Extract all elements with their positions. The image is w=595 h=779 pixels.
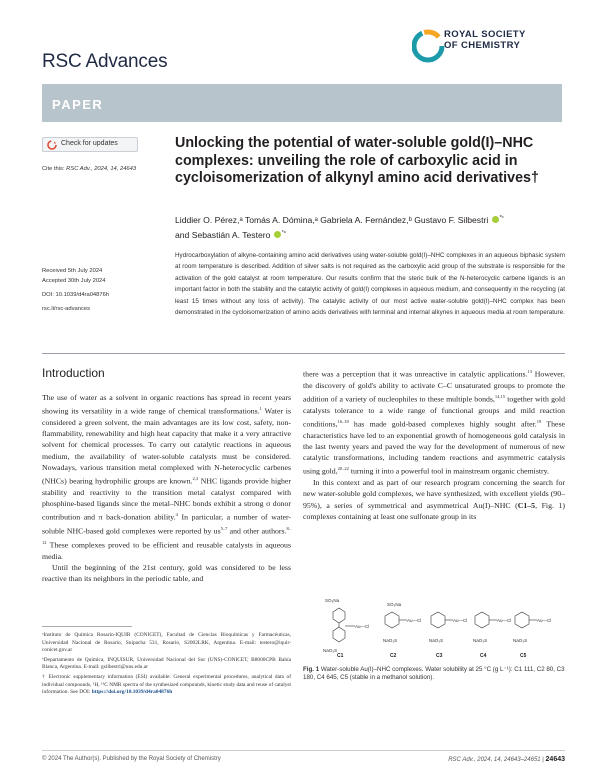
structure-label-c5: C5	[520, 653, 527, 658]
abstract: Hydrocarboxylation of alkyne-containing amino acid derivatives using water-soluble gold(I)–NHC complexes in an aqueous biphasic system at room temperature is described. Addition of silver salts is not required as the carboxylic acid group of the substrate is responsible for the activation of the gold catalyst at room temperature. Our results confirm that the steric bulk of the N-heterocyclic carbene ligands is an important factor in both the stability and the catalytic activity of gold(I) complexes in aqueous medium, and consequently in the recycling (at least 15 times without any loss of activity). The catalytic activity of our most active water-soluble gold(I)–NHC complex has been demonstrated in the cycloisomerization of amino acids derivatives with terminal and internal alkynes in aqueous media at room temperature.	[175, 252, 565, 317]
footer-citation: RSC Adv., 2024, 14, 24643–24651 | 24643	[448, 756, 565, 763]
doi[interactable]: DOI: 10.1039/d4ra04876h	[42, 292, 110, 298]
structure-label-c3: C3	[436, 653, 443, 658]
publisher-name: ROYAL SOCIETY OF CHEMISTRY	[444, 29, 526, 51]
structure-substituent: SO₃Na	[325, 598, 340, 603]
paragraph: The use of water as a solvent in organic reactions has spread in recent years showing its versatility in a wide range of chemical transformations.$^1$ Water is considered a green solvent, the main advantages are its low cost, safety, non-flammability, renewability and high heat capacity that make it a very attractive solvent for chemical processes. To carry out catalytic reactions in aqueous medium, the availability of water-soluble catalysts must be considered. Nowadays, various transition metal complexed with N-heterocyclic carbenes (NHCs) bearing hydrophilic groups are known.$^{2,3}$ NHC ligands provide higher stability and reactivity to the transition metal catalyst compared with phosphine-based ligands since the metal–NHC bonds exhibit a strong σ donor contribution and π back-donation ability.$^4$ In particular, a number of water-soluble NHC-based gold complexes were reported by $us^{5-7}$ and other authors.$^{8-12}$ These complexes proved to be efficient and reusable catalysts in aqueous media.	[42, 393, 291, 561]
footnote-divider	[42, 626, 132, 627]
page-number: 24643	[545, 756, 565, 763]
copyright: © 2024 The Author(s). Published by the Royal Society of Chemistry	[42, 756, 221, 762]
structure-substituent: NaO₃S	[473, 638, 488, 643]
refresh-icon	[47, 140, 57, 150]
structure-substituent: Au—Cl	[355, 624, 370, 629]
structure-substituent: SO₃Na	[387, 602, 402, 607]
orcid-icon[interactable]	[274, 231, 281, 238]
structure-substituent: Au—Cl	[497, 618, 512, 623]
right-column-body	[303, 366, 565, 522]
figure-1-structures	[303, 594, 565, 658]
journal-title: RSC Advances	[42, 51, 168, 72]
article-type-banner	[42, 84, 562, 122]
esi-note: † Electronic supplementary information (ESI) available: General experimental procedures, analytical data of individual compounds, ¹H, ¹³C NMR spectra of the synthesized compounds, kinetic study data and reuse of catalyst information. See DOI: https://doi.org/10.1039/d4ra04876h	[42, 673, 291, 696]
affiliation-b: ᵇDepartamento de Química, INQUISUR, Universidad Nacional del Sur (UNS)-CONICET, B8000CPB Bahía Blanca, Argentina. E-mail: gsilbestri@uns.edu.ar	[42, 656, 291, 671]
figure-caption: Fig. 1 Water-soluble Au(I)–NHC complexes. Water solubility at 25 °C (g L⁻¹): C1 111, C2 80, C3 180, C4 645, C5 (stable in a methanol solution).	[303, 666, 565, 682]
article-title: Unlocking the potential of water-soluble gold(I)–NHC complexes: unveiling the role of carboxylic acid in cycloisomerization of alkynyl amino acid derivatives†	[175, 135, 539, 186]
structure-label-c1: C1	[337, 653, 344, 658]
structure-substituent: NaO₃S	[323, 648, 338, 653]
structure-substituent: NaO₃S	[429, 638, 444, 643]
structure-label-c4: C4	[480, 653, 487, 658]
check-for-updates-button[interactable]	[42, 137, 138, 152]
accepted-date: Accepted 30th July 2024	[42, 278, 106, 284]
structure-substituent: NaO₃S	[513, 638, 528, 643]
citation: Cite this: RSC Adv., 2024, 14, 24643	[42, 166, 137, 172]
structure-substituent: Au—Cl	[453, 618, 468, 623]
left-column-body	[42, 392, 291, 584]
paragraph: there was a perception that it was unreactive in catalytic applications.$^{13}$ However, the discovery of gold's ability to activate C–C unsaturated groups to promote the addition of a variety of nucleophiles to these multiple bonds,$^{14,15}$ together with gold catalysts tolerance to a wide range of functional groups and mild reaction conditions,$^{16-18}$ has made gold-based complexes highly sought after.$^{19}$ These characteristics have led to an exponential growth of homogeneous gold catalysis in the last twenty years and paved the way for the development of numerous of new catalytic transformations, including tandem reactions and asymmetric catalysis using gold,$^{20-22}$ turning it into a powerful tool in mainstream organic chemistry.	[303, 369, 566, 476]
author-list: Liddier O. Pérez,ᵃ Tomás A. Dómina,ᵃ Gabriela A. Fernández,ᵇ Gustavo F. Silbestri $^{*ᵇ}$ and Sebastián A. Testero $^{*ᵃ}$	[175, 214, 504, 240]
structure-label-c2: C2	[390, 653, 397, 658]
citation-ref[interactable]: RSC Adv., 2024, 14, 24643	[66, 166, 137, 172]
journal-link[interactable]: rsc.li/rsc-advances	[42, 306, 90, 312]
paragraph: In this context and as part of our research program concerning the search for new water-soluble gold complexes, we have synthesized, with excellent yields (90–95%), a series of symmetrical and asymmetrical Au(I)–NHC (C1–5, Fig. 1) complexes containing at least one sulfonate group in its	[303, 478, 565, 521]
structure-substituent: NaO₃S	[383, 638, 398, 643]
ring-shape	[333, 627, 345, 642]
paragraph: Until the beginning of the 21st century, gold was considered to be less reactive than its neighbors in the periodic table, and	[42, 562, 291, 584]
ring-shape	[385, 612, 399, 628]
structure-substituent: Au—Cl	[407, 618, 422, 623]
footnotes	[42, 632, 291, 697]
section-heading: Introduction	[42, 366, 105, 380]
check-for-updates-label: Check for updates	[61, 140, 118, 147]
section-divider	[42, 353, 565, 354]
structure-substituent: Au—Cl	[537, 618, 552, 623]
ring-shape	[475, 612, 489, 628]
received-date: Received 5th July 2024	[42, 268, 103, 274]
ring-shape	[515, 612, 529, 628]
orcid-icon[interactable]	[492, 216, 499, 223]
footer-divider	[42, 750, 565, 751]
ring-shape	[333, 608, 345, 623]
ring-shape	[431, 612, 445, 628]
article-type-label: PAPER	[52, 97, 104, 112]
esi-doi-link[interactable]: https://doi.org/10.1039/d4ra04876h	[91, 689, 173, 696]
affiliation-a: ᵃInstituto de Química Rosario-IQUIR (CONICET), Facultad de Ciencias Bioquímicas y Farmacéuticas, Universidad Nacional de Rosario, Suipacha 531, Rosario, S2002LRK, Argentina. E-mail: testero@iquir-conicet.gov.ar	[42, 632, 291, 654]
